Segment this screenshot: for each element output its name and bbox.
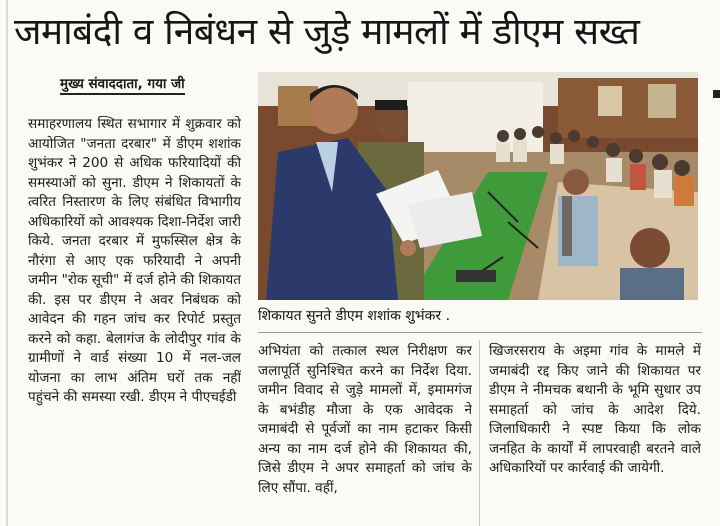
- photo-illustration: [258, 72, 698, 300]
- article-column-2: [258, 342, 472, 526]
- headline: जमाबंदी व निबंधन से जुड़े मामलों में डीएम सख्त: [14, 10, 640, 53]
- caption-divider: [258, 332, 702, 333]
- column-1-text: समाहरणालय स्थित सभागार में शुक्रवार को आयोजित "जनता दरबार" में डीएम शशांक शुभंकर ने 200 से अधिक फरियादियों की समस्याओं को सुना. डीएम ने शिकायतों के त्वरित निस्तारण के लिए संबंधित विभागीय अधिकारियों को आवश्यक दिशा-निर्देश जारी किये. जनता दरबार में मुफस्सिल क्षेत्र के नौरंगा से आए एक फरियादी ने अपनी जमीन "रोक सूची" में दर्ज होने की शिकायत की. इस पर डीएम ने अवर निबंधक को आवेदन की गहन जांच कर रिपोर्ट प्रस्तुत करने को कहा. बेलागंज के लोदीपुर गांव के ग्रामीणों ने वार्ड संख्या 10 में नल-जल योजना का लाभ अंतिम घरों तक नहीं पहुंचने की समस्या रखी. डीएम ने पीएचईडी: [28, 116, 241, 405]
- news-photo: [258, 72, 698, 300]
- article-column-1: [28, 115, 241, 526]
- photo-caption: शिकायत सुनते डीएम शशांक शुभंकर .: [258, 308, 451, 324]
- byline: मुख्य संवाददाता, गया जी: [60, 74, 185, 95]
- column-divider: [479, 340, 480, 526]
- adjacent-page-mark: [713, 90, 720, 98]
- page-edge: [6, 0, 8, 526]
- column-3-text: खिजरसराय के अइमा गांव के मामले में जमाबंदी रद्द किए जाने की शिकायत पर डीएम ने नीमचक बथानी के भूमि सुधार उप समाहर्ता को जांच के आदेश दिये. जिलाधिकारी ने स्पष्ट किया कि लोक जनहित के कार्यों में लापरवाही बरतने वाले अधिकारियों पर कार्रवाई की जायेगी.: [489, 343, 701, 476]
- column-2-text: अभियंता को तत्काल स्थल निरीक्षण कर जलापूर्ति सुनिश्चित करने का निर्देश दिया. जमीन विवाद से जुड़े मामलों में, इमामगंज के बभंडीह मौजा के एक आवेदक ने जमाबंदी से पूर्वजों का नाम हटाकर किसी अन्य का नाम दर्ज होने की शिकायत की, जिसे डीएम ने अपर समाहर्ता को जांच के लिए सौंपा. वहीं,: [258, 343, 472, 496]
- article-column-3: [489, 342, 701, 526]
